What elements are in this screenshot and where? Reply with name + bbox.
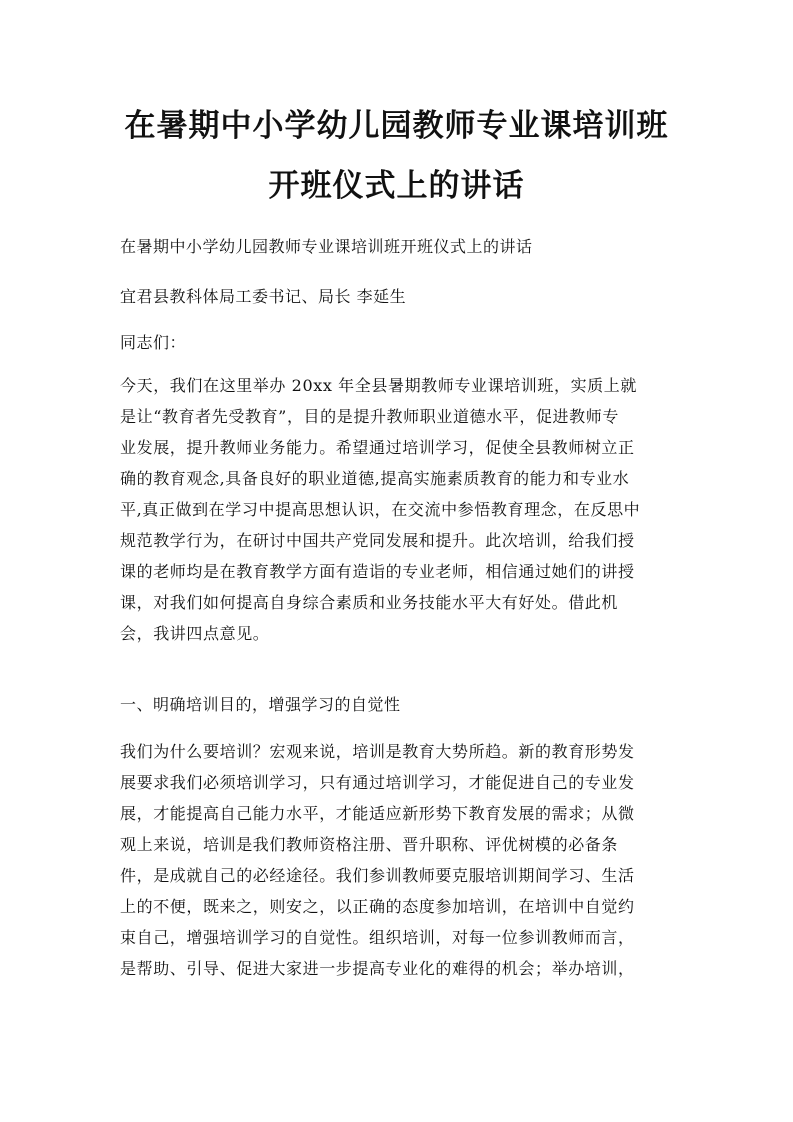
paragraph-1-line: 平,真正做到在学习中提高思想认识，在交流中参悟教育理念，在反思中 bbox=[120, 500, 641, 519]
paragraph-1 bbox=[120, 370, 668, 649]
paragraph-2-line: 件，是成就自己的必经途径。我们参训教师要克服培训期间学习、生活 bbox=[120, 866, 635, 885]
paragraph-1-line: 会，我讲四点意见。 bbox=[120, 624, 270, 643]
paragraph-1-line: 课的老师均是在教育教学方面有造诣的专业老师，相信通过她们的讲授 bbox=[120, 562, 635, 581]
paragraph-1-line: 业发展，提升教师业务能力。希望通过培训学习，促使全县教师树立正 bbox=[120, 438, 635, 457]
paragraph-1-line: 课，对我们如何提高自身综合素质和业务技能水平大有好处。借此机 bbox=[120, 593, 619, 612]
document-subtitle: 在暑期中小学幼儿园教师专业课培训班开班仪式上的讲话 bbox=[120, 237, 533, 256]
paragraph-2-line: 上的不便，既来之，则安之，以正确的态度参加培训，在培训中自觉约 bbox=[120, 897, 635, 916]
paragraph-2-line: 展，才能提高自己能力水平，才能适应新形势下教育发展的需求；从微 bbox=[120, 804, 635, 823]
paragraph-2-line: 束自己，增强培训学习的自觉性。组织培训，对每一位参训教师而言， bbox=[120, 928, 635, 947]
paragraph-1-line: 是让“教育者先受教育”，目的是提升教师职业道德水平，促进教师专 bbox=[120, 407, 619, 426]
document-title-line-2: 开班仪式上的讲话 bbox=[268, 168, 525, 204]
author-line: 宜君县教科体局工委书记、局长 李延生 bbox=[120, 287, 407, 306]
section-heading-1: 一、明确培训目的，增强学习的自觉性 bbox=[120, 695, 401, 714]
paragraph-2-line: 观上来说，培训是我们教师资格注册、晋升职称、评优树模的必备条 bbox=[120, 835, 619, 854]
paragraph-2-line: 我们为什么要培训？宏观来说，培训是教育大势所趋。新的教育形势发 bbox=[120, 742, 635, 761]
paragraph-2 bbox=[120, 736, 668, 984]
salutation: 同志们： bbox=[120, 333, 187, 352]
paragraph-2-line: 展要求我们必须培训学习，只有通过培训学习，才能促进自己的专业发 bbox=[120, 773, 635, 792]
document-title-line-1: 在暑期中小学幼儿园教师专业课培训班 bbox=[124, 108, 669, 144]
paragraph-1-line: 今天，我们在这里举办 20xx 年全县暑期教师专业课培训班，实质上就 bbox=[120, 376, 637, 395]
paragraph-1-line: 规范教学行为，在研讨中国共产党同发展和提升。此次培训，给我们授 bbox=[120, 531, 635, 550]
paragraph-2-line: 是帮助、引导、促进大家进一步提高专业化的难得的机会；举办培训， bbox=[120, 959, 635, 978]
paragraph-1-line: 确的教育观念,具备良好的职业道德,提高实施素质教育的能力和专业水 bbox=[120, 469, 630, 488]
